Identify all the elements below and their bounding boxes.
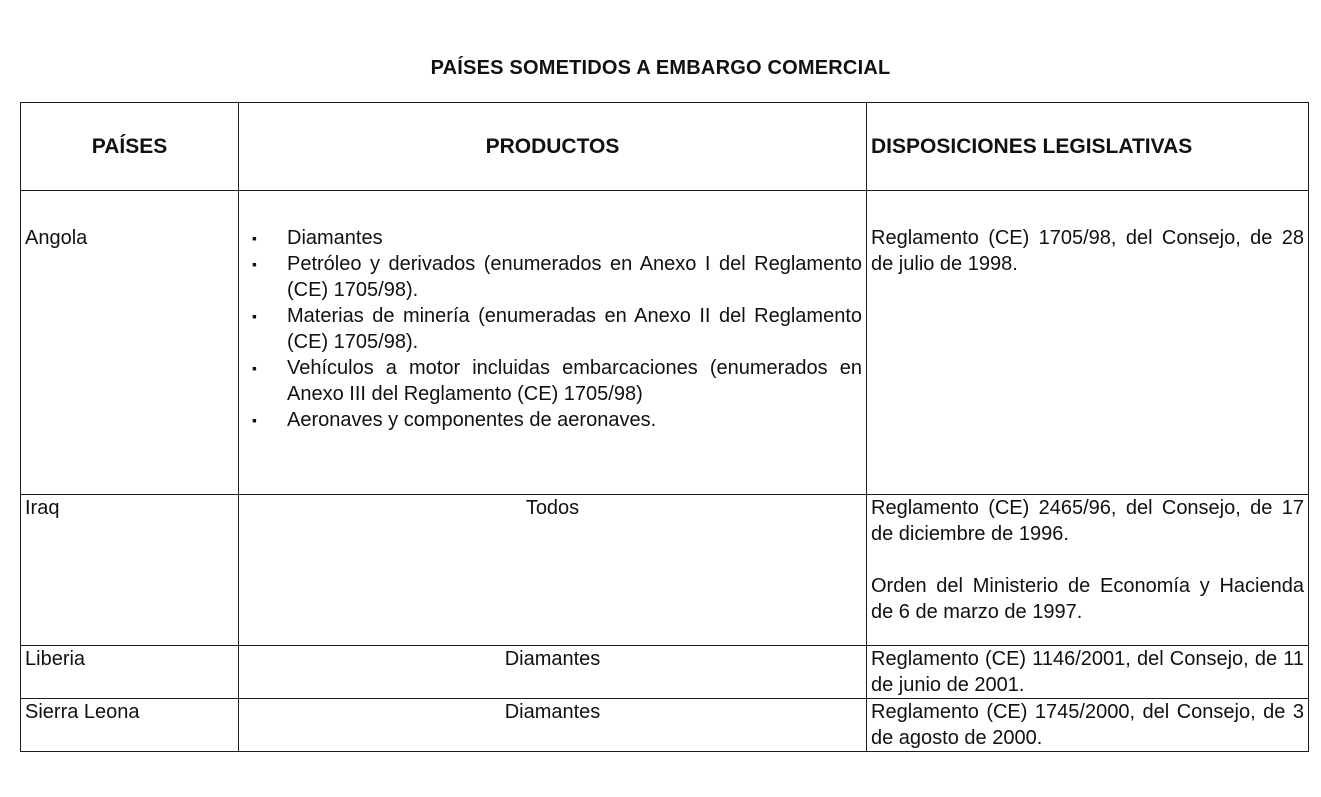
provision-text: Reglamento (CE) 1705/98, del Consejo, de 28 de julio de 1998. xyxy=(871,227,1304,275)
product-item xyxy=(243,303,862,355)
provision-spacer xyxy=(871,547,1304,573)
header-provisions: DISPOSICIONES LEGISLATIVAS xyxy=(867,103,1309,191)
table-row-sierra-leona xyxy=(21,699,1309,752)
table-row-angola xyxy=(21,191,1309,495)
product-text: Aeronaves y componentes de aeronaves. xyxy=(287,409,657,431)
country-cell: Liberia xyxy=(21,646,239,699)
country-cell: Sierra Leona xyxy=(21,699,239,752)
page-title: PAÍSES SOMETIDOS A EMBARGO COMERCIAL xyxy=(430,57,891,79)
table-header-row xyxy=(21,103,1309,191)
products-cell xyxy=(239,191,867,495)
bullet-icon: ▪ xyxy=(252,308,257,324)
product-item xyxy=(243,355,862,407)
embargo-table xyxy=(20,102,1309,752)
bullet-icon: ▪ xyxy=(252,412,257,428)
bullet-icon: ▪ xyxy=(252,230,257,246)
product-text: Materias de minería (enumeradas en Anexo II del Reglamento (CE) 1705/98). xyxy=(287,305,862,353)
product-text: Petróleo y derivados (enumerados en Anexo I del Reglamento (CE) 1705/98). xyxy=(287,253,862,301)
products-cell: Diamantes xyxy=(239,699,867,752)
provision-text: Orden del Ministerio de Economía y Hacienda de 6 de marzo de 1997. xyxy=(871,575,1304,623)
provision-text: Reglamento (CE) 2465/96, del Consejo, de 17 de diciembre de 1996. xyxy=(871,497,1304,545)
provisions-cell xyxy=(867,495,1309,646)
provision-text: Reglamento (CE) 1146/2001, del Consejo, de 11 de junio de 2001. xyxy=(871,648,1304,696)
product-item xyxy=(243,251,862,303)
header-countries: PAÍSES xyxy=(21,103,239,191)
country-cell: Angola xyxy=(21,191,239,495)
provisions-cell xyxy=(867,646,1309,699)
header-products: PRODUCTOS xyxy=(239,103,867,191)
products-cell: Diamantes xyxy=(239,646,867,699)
bullet-icon: ▪ xyxy=(252,256,257,272)
product-item xyxy=(243,225,862,251)
product-item xyxy=(243,407,862,433)
products-list xyxy=(243,225,862,433)
provisions-cell xyxy=(867,191,1309,495)
bullet-icon: ▪ xyxy=(252,360,257,376)
table-row-iraq xyxy=(21,495,1309,646)
product-text: Vehículos a motor incluidas embarcaciones (enumerados en Anexo III del Reglamento (CE) 1705/98) xyxy=(287,357,862,405)
provisions-cell xyxy=(867,699,1309,752)
products-cell: Todos xyxy=(239,495,867,646)
table-row-liberia xyxy=(21,646,1309,699)
country-cell: Iraq xyxy=(21,495,239,646)
product-text: Diamantes xyxy=(287,227,383,249)
provision-text: Reglamento (CE) 1745/2000, del Consejo, de 3 de agosto de 2000. xyxy=(871,701,1304,749)
